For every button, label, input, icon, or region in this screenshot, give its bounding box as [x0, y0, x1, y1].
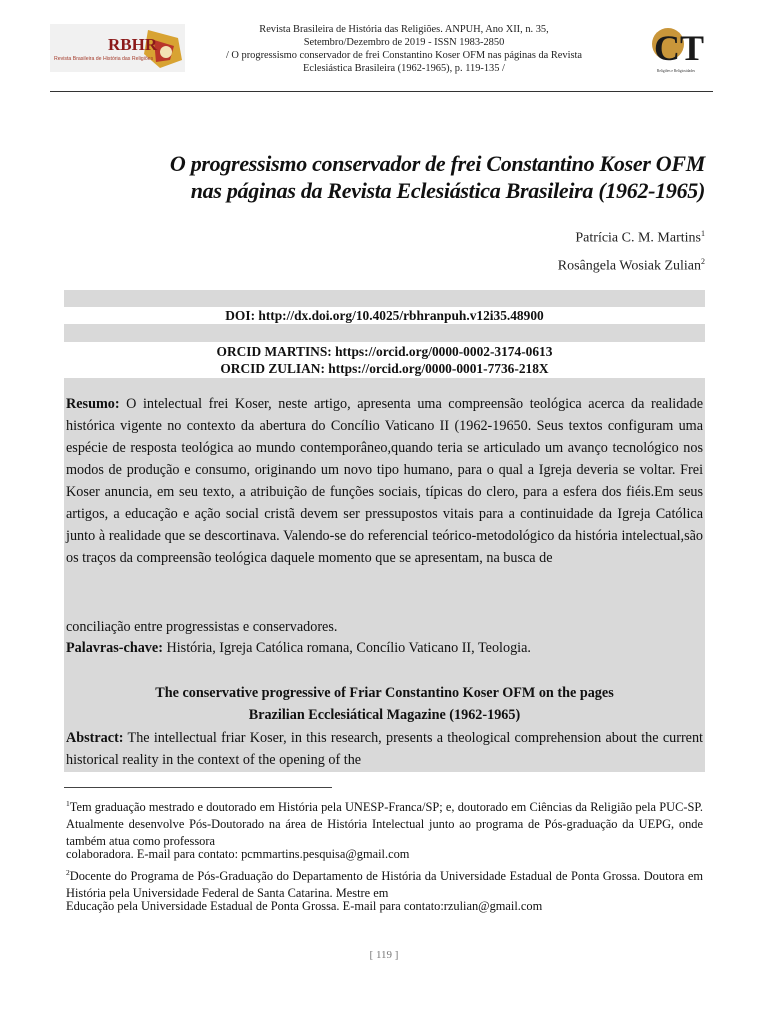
keywords-text: História, Igreja Católica romana, Concílio Vaticano II, Teologia.	[166, 640, 531, 656]
footnote-ref: 1	[701, 229, 705, 238]
keywords	[66, 637, 703, 659]
footnote-rule	[64, 787, 332, 788]
footnote-1-last: colaboradora. E-mail para contato: pcmmartins.pesquisa@gmail.com	[66, 847, 410, 861]
doi-link[interactable]: DOI: http://dx.doi.org/10.4025/rbhranpuh.v12i35.48900	[225, 308, 544, 323]
abstract-line: comprehension about the current historical reality in the context of the opening of the	[66, 730, 703, 768]
english-title-line: Brazilian Ecclesiátical Magazine (1962-1965)	[248, 707, 521, 723]
resumo-line: os traços da compreensão teológica daquele momento que se apresentam, na busca de	[66, 550, 553, 566]
journal-line: Eclesiástica Brasileira (1962-1965), p. 119-135 /	[303, 63, 505, 74]
header-rule	[50, 91, 713, 92]
footnote-marker: 2	[66, 868, 70, 877]
band-top	[64, 290, 705, 307]
author-name: Patrícia C. M. Martins	[575, 230, 701, 246]
keywords-label: Palavras-chave:	[66, 640, 163, 656]
footnote-ref: 2	[701, 256, 705, 266]
ct-logo-text: CT	[654, 28, 705, 68]
title-line: O progressismo conservador de frei Constantino Koser OFM	[169, 151, 705, 176]
band-middle	[64, 324, 705, 342]
resumo-line: descortinava. Valendo-se do referencial teórico-metodológico da história intelectual,são	[204, 528, 704, 544]
journal-line: Setembro/Dezembro de 2019 - ISSN 1983-2850	[303, 37, 505, 48]
resumo-line: pressupostos vitais para a continuidade da Igreja Católica junto à realidade que se	[66, 506, 703, 544]
footnote-2: $^2$Docente do Programa de Pós-Graduação do Departamento de História da Universidade Estadual de Ponta Grossa. Doutora em História pela Universidade Federal de Santa Catarina. Mestre em	[66, 868, 703, 901]
resumo-label: Resumo:	[66, 396, 120, 412]
journal-line: Revista Brasileira de História das Religiões. ANPUH, Ano XII, n. 35,	[259, 24, 549, 35]
footnote-1: $^1$Tem graduação mestrado e doutorado em História pela UNESP-Franca/SP; e, doutorado em Ciências da Religião pela PUC-SP. Atualmente desenvolve Pós-Doutorado na área de História Intelectual junto ao programa de Pós-graduação da UEPG, onde também atua como professora	[66, 799, 703, 849]
page-header	[48, 18, 713, 92]
journal-reference	[184, 23, 624, 75]
ct-logo	[646, 22, 706, 84]
authors	[400, 222, 705, 277]
author	[400, 250, 705, 278]
title-line: nas páginas da Revista Eclesiástica Brasileira (1962-1965)	[190, 178, 705, 203]
author-name: Rosângela Wosiak Zulian	[557, 258, 701, 274]
abstract-paragraph	[66, 727, 703, 771]
english-title-line: The conservative progressive of Friar Constantino Koser OFM on the pages	[155, 685, 614, 701]
page-number: [ 119 ]	[369, 949, 399, 961]
journal-line: / O progressismo conservador de frei Constantino Koser OFM nas páginas da Revista	[225, 50, 583, 61]
footnote-marker: 1	[66, 799, 70, 808]
ct-logo-subtitle: Religiões e Religiosidades	[656, 69, 696, 73]
rbhr-logo-text: RBHR	[108, 35, 158, 54]
resumo-line: (1962-19650. Seus textos configuram uma espécie de resposta teológica ao mundo	[66, 418, 704, 456]
abstract-label: Abstract:	[66, 730, 124, 746]
rbhr-logo-subtitle: Revista Brasileira de História das Religiões	[54, 56, 154, 62]
english-title	[64, 682, 705, 726]
resumo-line: contemporâneo,quando teria se articulado um avanço tecnológico nos modos de	[66, 440, 703, 478]
orcid-martins[interactable]: ORCID MARTINS: https://orcid.org/0000-0002-3174-0613	[216, 344, 553, 359]
resumo-last-line: conciliação entre progressistas e conservadores.	[66, 619, 338, 635]
orcid-zulian[interactable]: ORCID ZULIAN: https://orcid.org/0000-0001-7736-218X	[220, 361, 549, 376]
resumo-line: Resumo: O intelectual frei Koser, neste artigo, apresenta uma compreensão teológica	[66, 396, 582, 412]
resumo-line: acerca da realidade histórica vigente no contexto da abertura do Concílio Vaticano II	[66, 396, 703, 434]
resumo-line: voltar. Frei Koser anuncia, em seu texto, a atribuição de funções sociais, típicas do clero,	[66, 462, 704, 500]
resumo-line: para a esfera dos fiéis.Em seus artigos, a educação e ação social cristã devem ser	[66, 484, 704, 522]
rbhr-logo	[50, 24, 185, 72]
abstract-line: Abstract: The intellectual friar Koser, in this research, presents a theological	[66, 730, 511, 746]
article-title	[60, 150, 705, 204]
resumo-paragraph	[66, 393, 703, 569]
footnote-2-last: Educação pela Universidade Estadual de Ponta Grossa. E-mail para contato:rzulian@gmail.com	[66, 899, 543, 913]
resumo-line: produção e consumo, originando um novo tipo humano, para o qual a Igreja deveria se	[126, 462, 635, 478]
author	[400, 222, 705, 250]
